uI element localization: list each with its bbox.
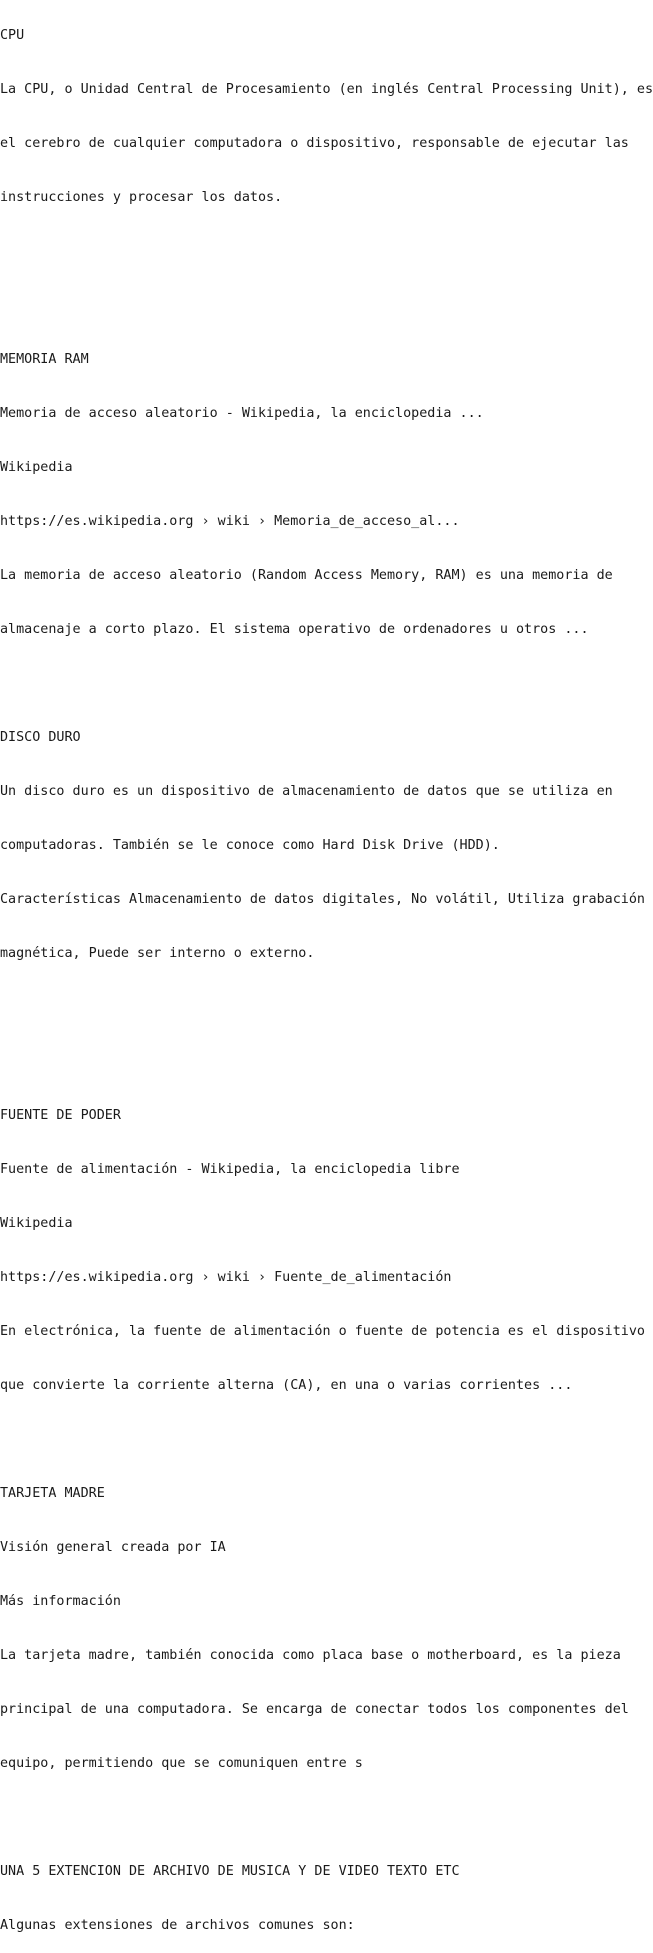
- ram-result-source: Wikipedia: [0, 460, 73, 475]
- blank-line: [0, 297, 650, 315]
- extensiones-text-line-1: Algunas extensiones de archivos comunes son:: [0, 1918, 355, 1933]
- heading-fuente-de-poder: FUENTE DE PODER: [0, 1108, 121, 1123]
- tarjeta-text-line-2: principal de una computadora. Se encarga de conectar todos los componentes del: [0, 1702, 629, 1717]
- heading-memoria-ram: MEMORIA RAM: [0, 352, 89, 367]
- disco-text-line-1: Un disco duro es un dispositivo de almacenamiento de datos que se utiliza en: [0, 784, 613, 799]
- ram-text-line-1: La memoria de acceso aleatorio (Random Access Memory, RAM) es una memoria de: [0, 568, 613, 583]
- blank-line: [0, 1431, 650, 1449]
- blank-line: [0, 675, 650, 693]
- blank-line: [0, 1053, 650, 1071]
- tarjeta-ai-overview: Visión general creada por IA: [0, 1540, 226, 1555]
- cpu-text-line-3: instrucciones y procesar los datos.: [0, 190, 283, 205]
- tarjeta-text-line-1: La tarjeta madre, también conocida como placa base o motherboard, es la pieza: [0, 1648, 621, 1663]
- cpu-text-line-1: La CPU, o Unidad Central de Procesamiento (en inglés Central Processing Unit), es: [0, 82, 653, 97]
- disco-text-line-2: computadoras. También se le conoce como Hard Disk Drive (HDD).: [0, 838, 500, 853]
- cpu-text-line-2: el cerebro de cualquier computadora o dispositivo, responsable de ejecutar las: [0, 136, 629, 151]
- blank-line: [0, 243, 650, 261]
- disco-text-line-3: Características Almacenamiento de datos digitales, No volátil, Utiliza grabación: [0, 892, 645, 907]
- tarjeta-more-info: Más información: [0, 1594, 121, 1609]
- blank-line: [0, 1809, 650, 1827]
- fuente-result-title: Fuente de alimentación - Wikipedia, la enciclopedia libre: [0, 1162, 460, 1177]
- heading-disco-duro: DISCO DURO: [0, 730, 81, 745]
- heading-cpu: CPU: [0, 28, 25, 43]
- heading-tarjeta-madre: TARJETA MADRE: [0, 1486, 105, 1501]
- ram-result-url: https://es.wikipedia.org › wiki › Memoria_de_acceso_al...: [0, 514, 460, 529]
- blank-line: [0, 999, 650, 1017]
- tarjeta-text-line-3: equipo, permitiendo que se comuniquen entre s: [0, 1756, 363, 1771]
- fuente-result-url: https://es.wikipedia.org › wiki › Fuente_de_alimentación: [0, 1270, 452, 1285]
- fuente-result-source: Wikipedia: [0, 1216, 73, 1231]
- disco-text-line-4: magnética, Puede ser interno o externo.: [0, 946, 315, 961]
- fuente-text-line-1: En electrónica, la fuente de alimentación o fuente de potencia es el dispositivo: [0, 1324, 645, 1339]
- heading-extensiones: UNA 5 EXTENCION DE ARCHIVO DE MUSICA Y DE VIDEO TEXTO ETC: [0, 1864, 460, 1879]
- ram-text-line-2: almacenaje a corto plazo. El sistema operativo de ordenadores u otros ...: [0, 622, 589, 637]
- fuente-text-line-2: que convierte la corriente alterna (CA), en una o varias corrientes ...: [0, 1378, 573, 1393]
- ram-result-title: Memoria de acceso aleatorio - Wikipedia, la enciclopedia ...: [0, 406, 484, 421]
